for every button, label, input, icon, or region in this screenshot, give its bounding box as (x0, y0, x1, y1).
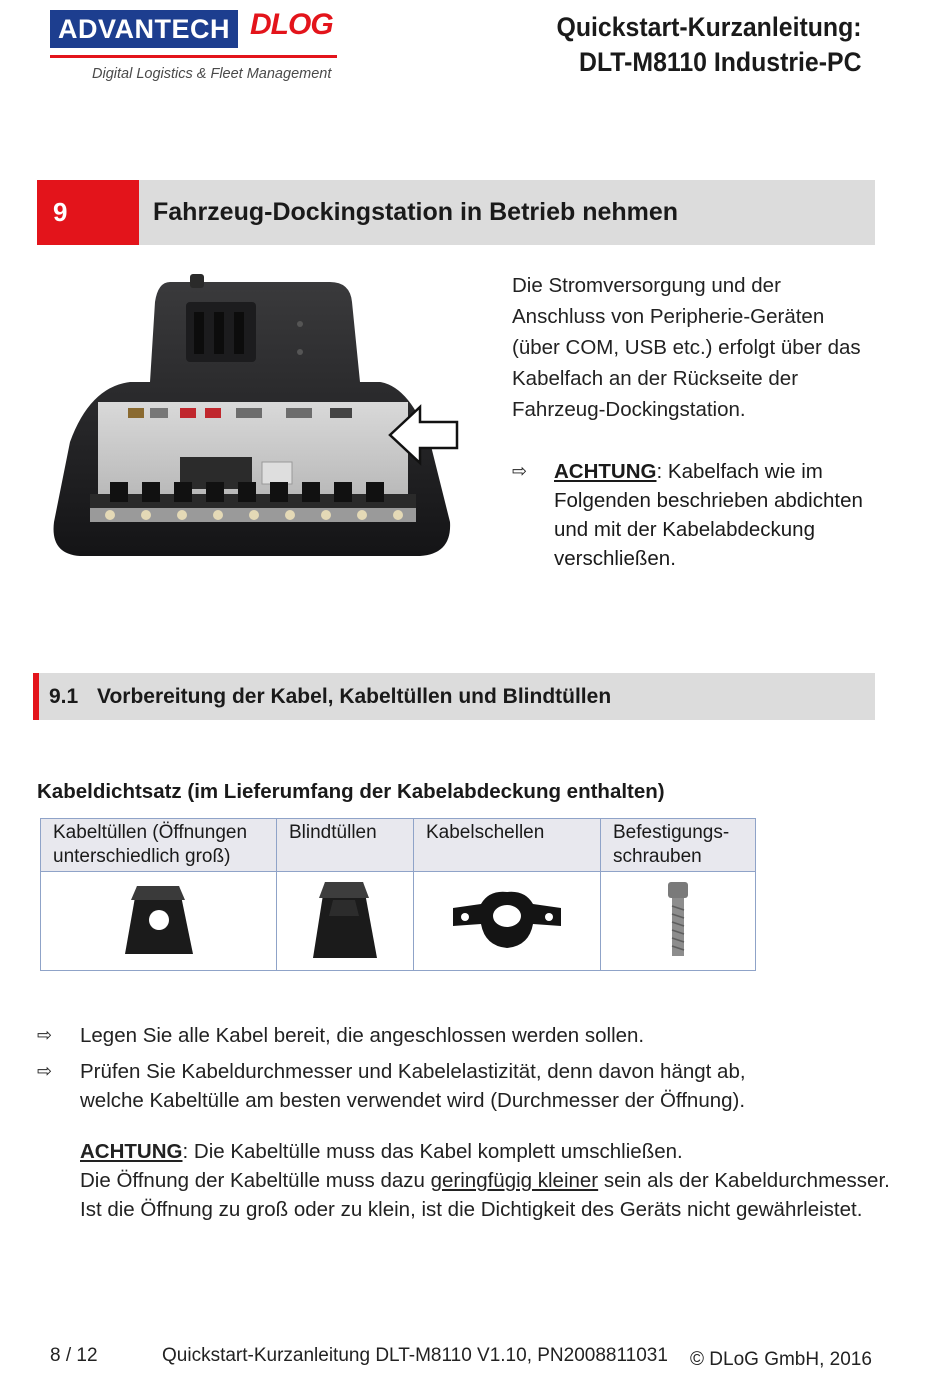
logo-divider (50, 55, 337, 58)
intro-line: Fahrzeug-Dockingstation. (512, 398, 746, 421)
subsection-title: Vorbereitung der Kabel, Kabeltüllen und Blindtüllen (97, 684, 612, 708)
emphasis-underline: geringfügig kleiner (430, 1169, 599, 1192)
intro-line: Anschluss von Peripherie-Geräten (512, 305, 825, 328)
column-header: Kabelschellen (414, 819, 601, 872)
list-item: ⇨ Legen Sie alle Kabel bereit, die angeschlossen werden sollen. (37, 1021, 897, 1050)
warning-label: ACHTUNG (80, 1140, 183, 1163)
grommet-warning: ACHTUNG: Die Kabeltülle muss das Kabel komplett umschließen. Die Öffnung der Kabeltülle muss dazu geringfügig kleiner sein als der Kabeldurchmesser. Ist die Öffnung zu groß oder zu klein, ist die Dichtigkeit des Geräts nicht gewährleistet. (80, 1140, 890, 1221)
dlog-logo: DLOG (250, 8, 333, 41)
intro-line: (über COM, USB etc.) erfolgt über das (512, 336, 861, 359)
subsection-heading (33, 673, 875, 720)
subsection-number: 9.1 (49, 684, 79, 708)
cable-grommet-image (119, 880, 199, 962)
warning-line: und mit der Kabelabdeckung (554, 518, 815, 541)
column-header: Befestigungs- schrauben (601, 819, 756, 872)
document-title-line1: Quickstart-Kurzanleitung: (556, 12, 862, 42)
table-image-row (41, 872, 756, 971)
cable-clamp-cell (414, 872, 601, 971)
section-intro (512, 270, 872, 425)
preparation-steps (37, 1021, 897, 1224)
warning-line: verschließen. (554, 547, 676, 570)
intro-line: Kabelfach an der Rückseite der (512, 367, 799, 390)
column-header: Blindtüllen (277, 819, 414, 872)
blind-grommet-cell (277, 872, 414, 971)
kit-title: Kabeldichtsatz (im Lieferumfang der Kabelabdeckung enthalten) (37, 780, 665, 803)
page-number: 8 / 12 (50, 1345, 98, 1366)
section-title: Fahrzeug-Dockingstation in Betrieb nehmen (139, 180, 875, 245)
arrow-right-icon: ⇨ (512, 461, 528, 481)
section-number: 9 (37, 180, 139, 245)
warning-line: Folgenden beschrieben abdichten (554, 489, 863, 512)
cable-clamp-image (447, 886, 567, 956)
document-title (557, 10, 862, 80)
warning-label: ACHTUNG (554, 460, 657, 483)
table-header-row (41, 819, 756, 872)
arrow-right-icon: ⇨ (37, 1061, 53, 1081)
logo-tagline: Digital Logistics & Fleet Management (92, 66, 332, 82)
document-title-line2: DLT-M8110 Industrie-PC (579, 47, 862, 77)
list-item: ⇨ Prüfen Sie Kabeldurchmesser und Kabelelastizität, denn davon hängt ab, welche Kabeltülle am besten verwendet wird (Durchmesser der Öffnung). (37, 1057, 897, 1115)
footer-copyright: © DLoG GmbH, 2016 (690, 1349, 872, 1370)
blind-grommet-image (305, 876, 385, 966)
warning-line: : Kabelfach wie im (656, 460, 823, 483)
fixing-screw-cell (601, 872, 756, 971)
cable-grommet-cell (41, 872, 277, 971)
footer-document: Quickstart-Kurzanleitung DLT-M8110 V1.10, PN2008811031 (162, 1345, 668, 1366)
docking-station-image (50, 262, 460, 562)
advantech-logo: ADVANTECH (50, 10, 238, 48)
intro-line: Die Stromversorgung und der (512, 274, 781, 297)
arrow-right-icon: ⇨ (37, 1025, 53, 1045)
sealing-kit-table (40, 818, 756, 971)
fixing-screw-image (658, 878, 698, 964)
column-header: Kabeltüllen (Öffnungen unterschiedlich groß) (41, 819, 277, 872)
cable-compartment-warning (512, 457, 872, 573)
